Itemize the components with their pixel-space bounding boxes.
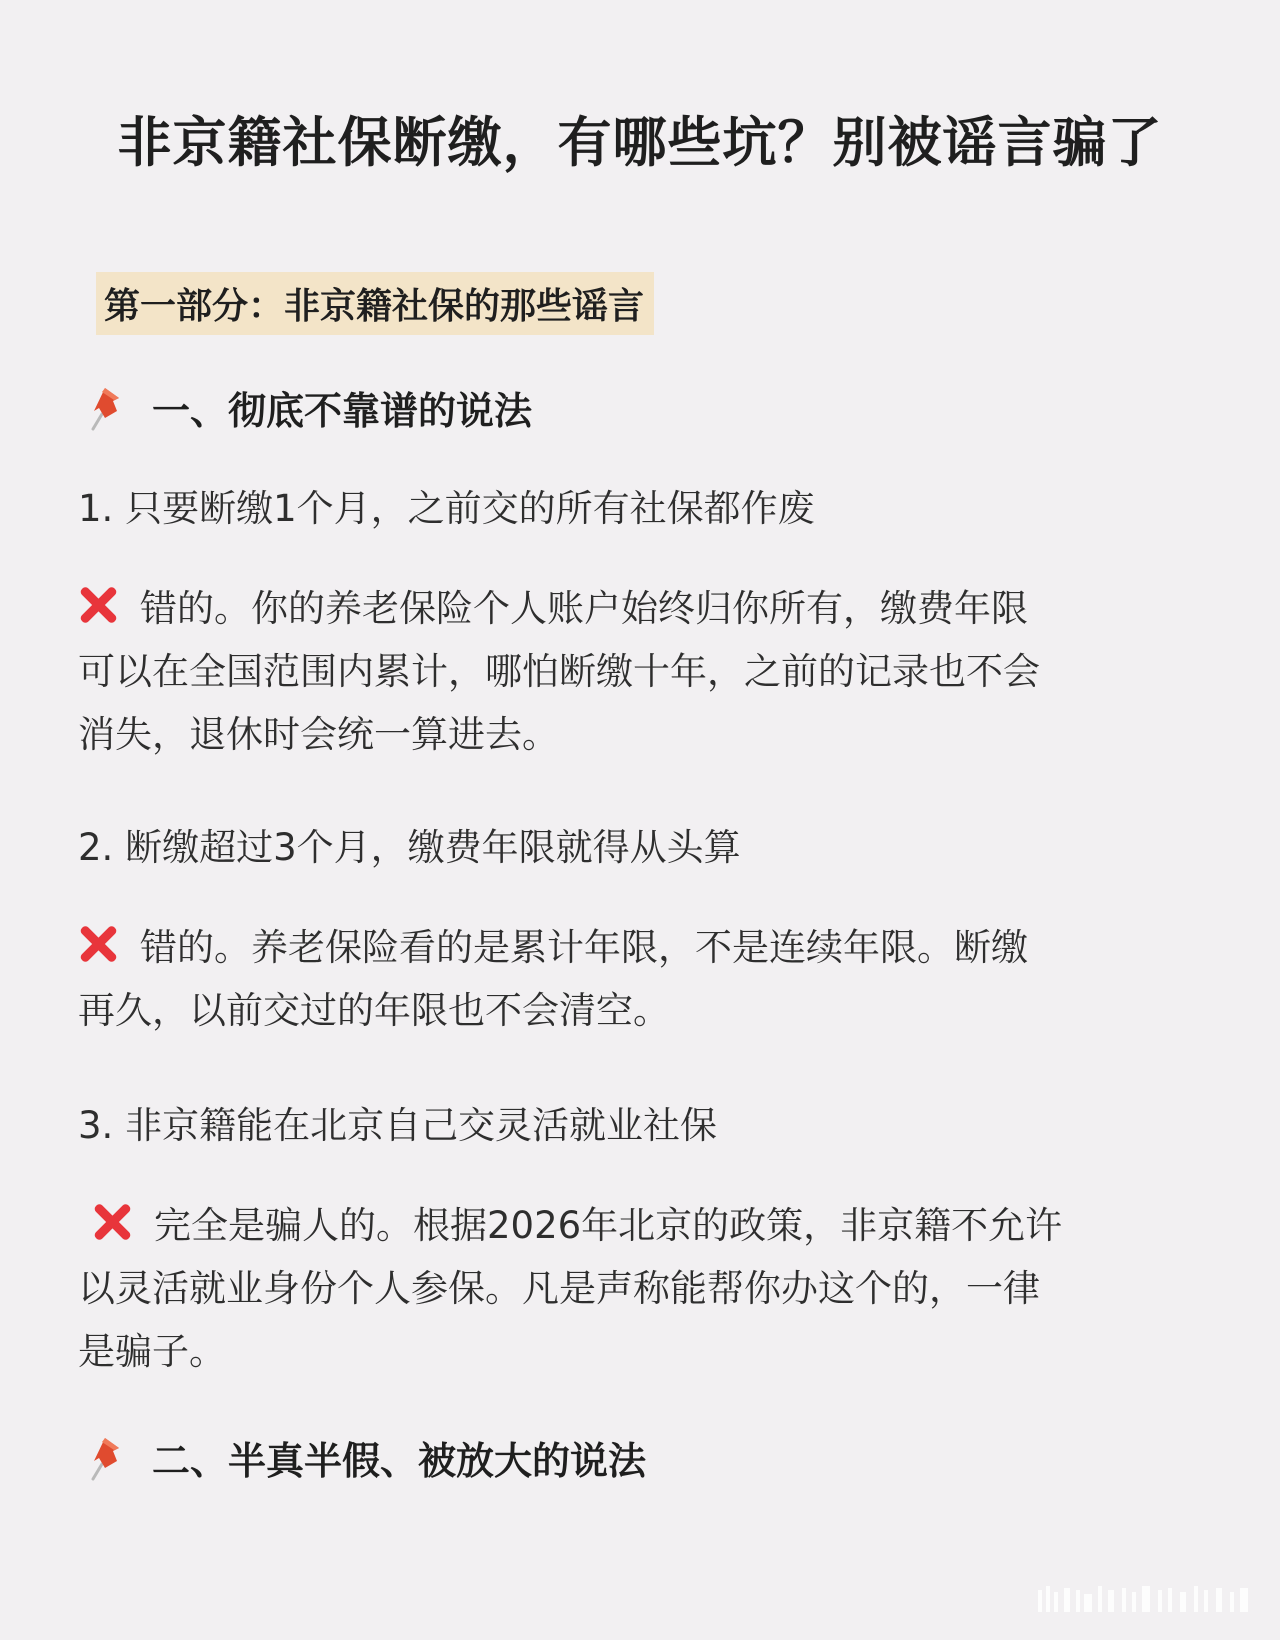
pushpin-icon [88, 1434, 128, 1482]
article-title: 非京籍社保断缴，有哪些坑？别被谣言骗了 [117, 111, 1163, 174]
cross-mark-icon [78, 924, 118, 964]
rumor-answer-1 [78, 577, 1198, 766]
pushpin-icon [88, 384, 128, 432]
subsection-label: 一、彻底不靠谱的说法 [152, 389, 533, 433]
rumor-question-1: 1. 只要断缴1个月，之前交的所有社保都作废 [78, 487, 815, 530]
subsection-heading-1 [88, 380, 532, 435]
rumor-question-3: 3. 非京籍能在北京自己交灵活就业社保 [78, 1104, 718, 1147]
answer-line: 是骗子。 [78, 1330, 226, 1373]
answer-line: 完全是骗人的。根据2026年北京的政策，非京籍不允许 [78, 1194, 1198, 1257]
cross-mark-icon [92, 1202, 132, 1242]
answer-line: 再久，以前交过的年限也不会清空。 [78, 989, 670, 1032]
rumor-question-2: 2. 断缴超过3个月，缴费年限就得从头算 [78, 826, 741, 869]
subsection-label: 二、半真半假、被放大的说法 [152, 1439, 647, 1483]
rumor-answer-3 [78, 1194, 1198, 1383]
answer-line: 错的。你的养老保险个人账户始终归你所有，缴费年限 [78, 577, 1198, 640]
watermark-logo [1034, 1582, 1254, 1618]
cross-mark-icon [78, 585, 118, 625]
rumor-answer-2 [78, 916, 1198, 1042]
subsection-heading-2 [88, 1430, 646, 1485]
answer-line: 可以在全国范围内累计，哪怕断缴十年，之前的记录也不会 [78, 650, 1040, 693]
answer-line: 错的。养老保险看的是累计年限，不是连续年限。断缴 [78, 916, 1198, 979]
answer-line: 消失，退休时会统一算进去。 [78, 713, 559, 756]
section-heading: 第一部分：非京籍社保的那些谣言 [96, 272, 654, 335]
answer-line: 以灵活就业身份个人参保。凡是声称能帮你办这个的，一律 [78, 1267, 1040, 1310]
